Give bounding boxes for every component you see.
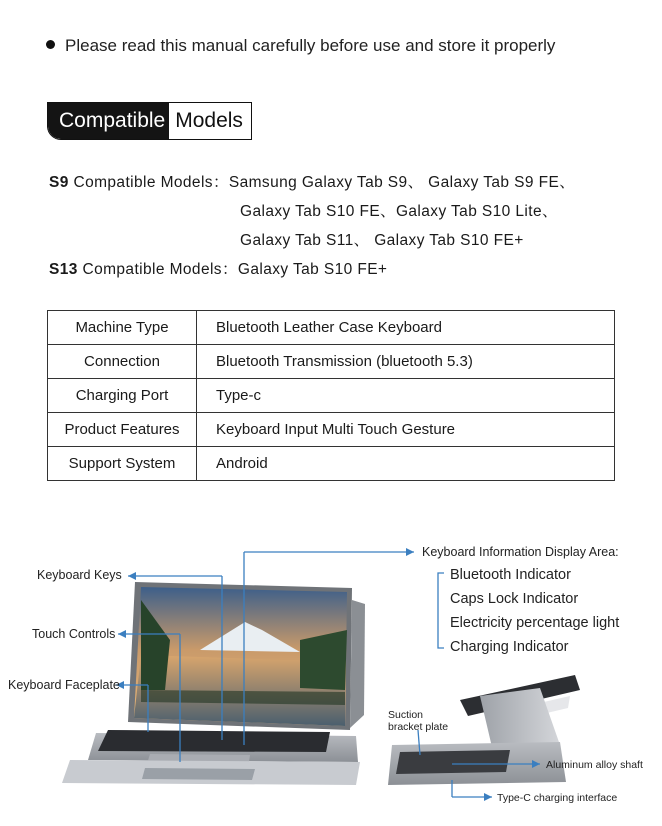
arrow-left-icon	[128, 572, 136, 580]
s13-label: Compatible Models：	[77, 261, 238, 278]
spec-value: Type-c	[197, 379, 615, 413]
label-info-display-area: Keyboard Information Display Area:	[422, 545, 619, 559]
spec-value: Keyboard Input Multi Touch Gesture	[197, 413, 615, 447]
label-aluminum-shaft: Aluminum alloy shaft	[546, 759, 643, 771]
spec-value: Bluetooth Leather Case Keyboard	[197, 311, 615, 345]
indicator-electricity: Electricity percentage light	[450, 615, 620, 631]
s9-code: S9	[49, 174, 69, 191]
spec-key: Charging Port	[48, 379, 197, 413]
s9-line1: Samsung Galaxy Tab S9、 Galaxy Tab S9 FE、	[228, 174, 576, 191]
label-suction-line1: Suction	[388, 709, 424, 721]
spec-key: Support System	[48, 447, 197, 481]
label-touch-controls: Touch Controls	[32, 627, 116, 641]
s9-line3: Galaxy Tab S11、 Galaxy Tab S10 FE+	[240, 232, 524, 249]
label-keyboard-faceplate: Keyboard Faceplate	[8, 678, 120, 692]
s9-line2: Galaxy Tab S10 FE、Galaxy Tab S10 Lite、	[240, 203, 558, 220]
spec-value: Android	[197, 447, 615, 481]
label-typec-interface: Type-C charging interface	[497, 792, 618, 804]
label-keyboard-keys: Keyboard Keys	[37, 568, 122, 582]
indicator-bluetooth: Bluetooth Indicator	[450, 567, 571, 583]
arrow-right-icon	[484, 793, 492, 801]
spec-key: Product Features	[48, 413, 197, 447]
spec-value: Bluetooth Transmission (bluetooth 5.3)	[197, 345, 615, 379]
s13-line1: Galaxy Tab S10 FE+	[237, 261, 388, 278]
arrow-right-icon	[406, 548, 414, 556]
spec-key: Machine Type	[48, 311, 197, 345]
badge-light-text: Models	[169, 103, 251, 139]
indicator-caps-lock: Caps Lock Indicator	[450, 591, 579, 607]
arrow-left-icon	[118, 630, 126, 638]
badge-dark-text: Compatible	[48, 103, 169, 139]
s13-code: S13	[49, 261, 78, 278]
spec-key: Connection	[48, 345, 197, 379]
notice-text: Please read this manual carefully before use and store it properly	[65, 36, 556, 55]
s9-label: Compatible Models：	[68, 174, 229, 191]
label-suction-line2: bracket plate	[388, 721, 449, 733]
indicator-charging: Charging Indicator	[450, 639, 569, 655]
